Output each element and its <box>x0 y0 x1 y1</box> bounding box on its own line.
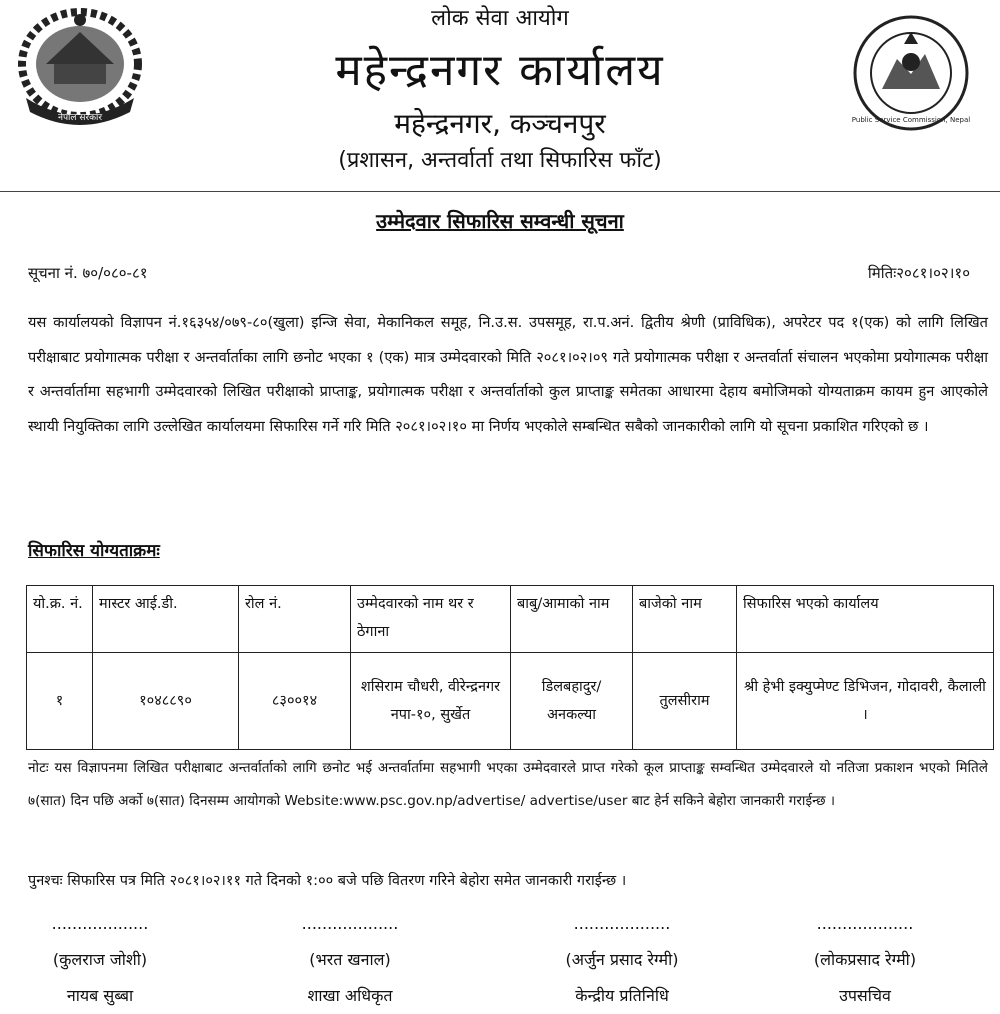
signature-line: ................... <box>301 914 399 933</box>
psc-logo-icon <box>852 14 970 132</box>
col-roll-no: रोल नं. <box>239 586 351 653</box>
note-text: नोटः यस विज्ञापनमा लिखित परीक्षाबाट अन्तर्वार्ताको लागि छनोट भई अन्तर्वार्तामा सहभागी भएका उम्मेदवारले प्राप्त गरेको कूल प्राप्ताङ्क सम्वन्धित उम्मेदवारले यो नतिजा प्रकाशन भएको मितिले ७(सात) दिन पछि अर्को ७(सात) दिनसम्म आयोगको Website:www.psc.gov.np/advertise/ advertise/user बाट हेर्न सकिने बेहोरा जानकारी गराईन्छ । <box>28 760 988 809</box>
signature-line: ................... <box>573 914 671 933</box>
notice-subject: उम्मेदवार सिफारिस सम्वन्धी सूचना <box>376 209 624 233</box>
signature-block <box>0 906 200 1014</box>
signature-block <box>250 906 450 1014</box>
header-divider <box>0 191 1000 192</box>
signatory-name: (भरत खनाल) <box>309 950 391 969</box>
col-grandfather: बाजेको नाम <box>633 586 737 653</box>
signatory-title: नायब सुब्बा <box>66 986 134 1005</box>
signatory-name: (अर्जुन प्रसाद रेग्मी) <box>565 950 679 969</box>
cell-parents: डिलबहादुर/ अनकल्या <box>511 653 633 750</box>
col-parents: बाबु/आमाको नाम <box>511 586 633 653</box>
signatory-title: शाखा अधिकृत <box>307 986 393 1005</box>
commission-name: लोक सेवा आयोग <box>431 6 569 31</box>
section-title: सिफारिस योग्यताक्रमः <box>28 541 160 561</box>
letterhead <box>0 0 1000 190</box>
signatory-name: (कुलराज जोशी) <box>52 950 148 969</box>
cell-roll-no: ८३००१४ <box>239 653 351 750</box>
notice-number: सूचना नं. ७०/०८०-८१ <box>28 264 148 282</box>
cell-grandfather: तुलसीराम <box>633 653 737 750</box>
signature-line: ................... <box>816 914 914 933</box>
col-master-id: मास्टर आई.डी. <box>93 586 239 653</box>
signature-line: ................... <box>51 914 149 933</box>
signature-block <box>522 906 722 1014</box>
col-candidate: उम्मेदवारको नाम थर र ठेगाना <box>351 586 511 653</box>
cell-master-id: १०४८८९० <box>93 653 239 750</box>
signature-block <box>765 906 965 1014</box>
table-header-row <box>27 586 994 653</box>
recommendation-table <box>26 585 994 750</box>
signatory-title: केन्द्रीय प्रतिनिधि <box>575 986 669 1005</box>
notice-date: मितिः२०८१।०२।१० <box>867 264 970 282</box>
cell-candidate: शसिराम चौधरी, वीरेन्द्रनगर नपा-१०, सुर्खेत <box>351 653 511 750</box>
signatory-title: उपसचिव <box>839 986 891 1005</box>
notice-body: यस कार्यालयको विज्ञापन नं.१६३५४/०७९-८०(खुला) इन्जि सेवा, मेकानिकल समूह, नि.उ.स. उपसमूह, रा.प.अनं. द्वितीय श्रेणी (प्राविधिक), अपरेटर पद १(एक) को लागि लिखित परीक्षाबाट प्रयोगात्मक परीक्षा र अन्तर्वार्ताका लागि छनोट भएका १ (एक) मात्र उम्मेदवारको मिति २०८१।०२।०९ गते प्रयोगात्मक परीक्षा र अन्तर्वार्ता संचालन भएकोमा प्रयोगात्मक परीक्षा र अन्तर्वार्तामा सहभागी उम्मेदवारको लिखित परीक्षाको प्राप्ताङ्क, प्रयोगात्मक परीक्षा र अन्तर्वार्ताको कुल प्राप्ताङ्क समेतका आधारमा देहाय बमोजिमको योग्यताक्रम कायम हुन आएकोले स्थायी नियुक्तिका लागि उल्लेखित कार्यालयमा सिफारिस गर्ने गरि मिति २०८१।०२।१० मा निर्णय भएकोले सम्बन्धित सबैको जानकारीको लागि यो सूचना प्रकाशित गरिएको छ । <box>28 314 988 435</box>
svg-text:Public Service Commission, Nep: Public Service Commission, Nepal <box>852 116 970 124</box>
office-location: महेन्द्रनगर, कञ्चनपुर <box>394 107 606 140</box>
col-office: सिफारिस भएको कार्यालय <box>737 586 994 653</box>
cell-serial: १ <box>27 653 93 750</box>
office-section: (प्रशासन, अन्तर्वार्ता तथा सिफारिस फाँट) <box>338 148 662 173</box>
col-serial: यो.क्र. नं. <box>27 586 93 653</box>
svg-text:नेपाल सरकार: नेपाल सरकार <box>57 113 103 123</box>
office-name: महेन्द्रनगर कार्यालय <box>335 45 665 96</box>
cell-office: श्री हेभी इक्युप्मेण्ट डिभिजन, गोदावरी, कैलाली । <box>737 653 994 750</box>
table-row <box>27 653 994 750</box>
postscript: पुनश्चः सिफारिस पत्र मिति २०८१।०२।११ गते दिनको १:०० बजे पछि वितरण गरिने बेहोरा समेत जानकारी गराईन्छ । <box>28 873 627 889</box>
signatory-name: (लोकप्रसाद रेग्मी) <box>813 950 917 969</box>
